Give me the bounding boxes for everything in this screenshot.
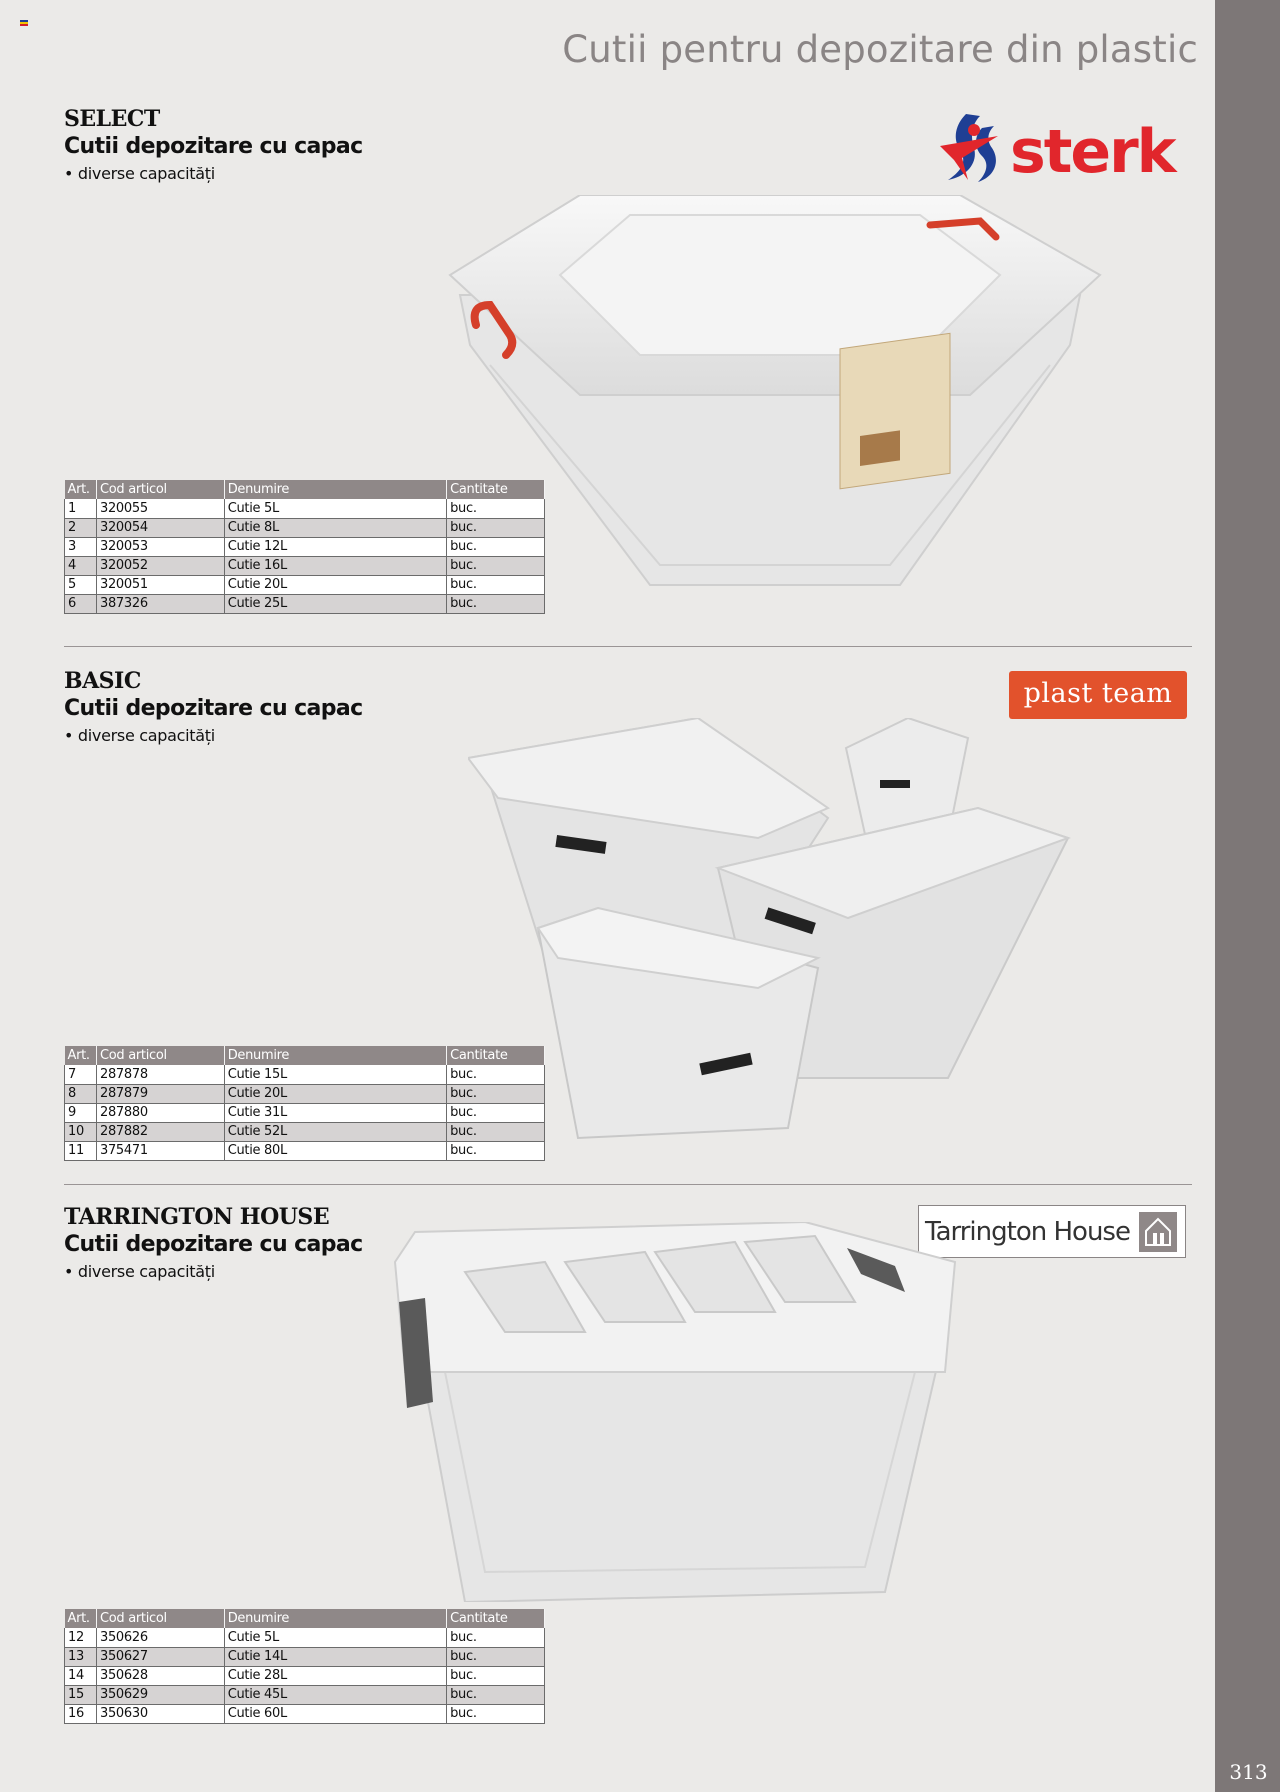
- language-flag-icon: [20, 20, 28, 26]
- col-header-qty: Cantitate: [447, 480, 545, 499]
- cell-name: Cutie 25L: [224, 594, 446, 613]
- table-row: [65, 1103, 545, 1122]
- cell-code: 320051: [96, 575, 224, 594]
- cell-qty: buc.: [447, 1141, 545, 1160]
- col-header-name: Denumire: [224, 1609, 446, 1628]
- cell-qty: buc.: [447, 575, 545, 594]
- page-title: Cutii pentru depozitare din plastic: [562, 28, 1198, 71]
- col-header-art: Art.: [65, 1609, 97, 1628]
- table-row: [65, 499, 545, 518]
- col-header-code: Cod articol: [96, 1046, 224, 1065]
- cell-code: 350630: [96, 1704, 224, 1723]
- cell-name: Cutie 52L: [224, 1122, 446, 1141]
- section-brand: BASIC: [64, 668, 141, 694]
- table-row: [65, 1141, 545, 1160]
- cell-art: 13: [65, 1647, 97, 1666]
- section-divider: [64, 1184, 1192, 1185]
- cell-qty: buc.: [447, 1122, 545, 1141]
- cell-art: 7: [65, 1065, 97, 1084]
- cell-name: Cutie 5L: [224, 1628, 446, 1647]
- cell-code: 287880: [96, 1103, 224, 1122]
- cell-name: Cutie 16L: [224, 556, 446, 575]
- cell-qty: buc.: [447, 556, 545, 575]
- section-bullet: • diverse capacități: [64, 1262, 215, 1281]
- cell-art: 10: [65, 1122, 97, 1141]
- table-row: [65, 594, 545, 613]
- table-row: [65, 1685, 545, 1704]
- cell-name: Cutie 60L: [224, 1704, 446, 1723]
- cell-qty: buc.: [447, 1103, 545, 1122]
- cell-name: Cutie 8L: [224, 518, 446, 537]
- section-subtitle: Cutii depozitare cu capac: [64, 134, 363, 159]
- cell-art: 4: [65, 556, 97, 575]
- cell-art: 1: [65, 499, 97, 518]
- cell-name: Cutie 20L: [224, 575, 446, 594]
- cell-code: 350626: [96, 1628, 224, 1647]
- table-row: [65, 1704, 545, 1723]
- cell-qty: buc.: [447, 1628, 545, 1647]
- cell-code: 320052: [96, 556, 224, 575]
- cell-art: 11: [65, 1141, 97, 1160]
- cell-code: 320055: [96, 499, 224, 518]
- col-header-qty: Cantitate: [447, 1609, 545, 1628]
- cell-art: 14: [65, 1666, 97, 1685]
- table-header-row: [65, 480, 545, 499]
- product-table-tarrington: [64, 1609, 545, 1724]
- page-sidebar: [1215, 0, 1280, 1792]
- cell-code: 287882: [96, 1122, 224, 1141]
- cell-qty: buc.: [447, 499, 545, 518]
- table-row: [65, 1666, 545, 1685]
- table-row: [65, 1122, 545, 1141]
- cell-code: 350628: [96, 1666, 224, 1685]
- section-subtitle: Cutii depozitare cu capac: [64, 696, 363, 721]
- col-header-code: Cod articol: [96, 1609, 224, 1628]
- section-subtitle: Cutii depozitare cu capac: [64, 1232, 363, 1257]
- cell-qty: buc.: [447, 1685, 545, 1704]
- section-bullet: • diverse capacități: [64, 726, 215, 745]
- section-brand: SELECT: [64, 106, 160, 132]
- cell-code: 320054: [96, 518, 224, 537]
- cell-name: Cutie 14L: [224, 1647, 446, 1666]
- cell-art: 15: [65, 1685, 97, 1704]
- cell-qty: buc.: [447, 594, 545, 613]
- cell-art: 6: [65, 594, 97, 613]
- col-header-code: Cod articol: [96, 480, 224, 499]
- cell-code: 375471: [96, 1141, 224, 1160]
- col-header-name: Denumire: [224, 480, 446, 499]
- cell-name: Cutie 45L: [224, 1685, 446, 1704]
- product-table-basic: [64, 1046, 545, 1161]
- product-image-basic-boxes: [468, 718, 1078, 1148]
- table-row: [65, 1647, 545, 1666]
- page-number: 313: [1229, 1760, 1268, 1784]
- cell-name: Cutie 28L: [224, 1666, 446, 1685]
- sterk-wordmark: sterk: [1010, 117, 1175, 186]
- cell-qty: buc.: [447, 537, 545, 556]
- sterk-emblem-icon: [940, 114, 998, 182]
- table-row: [65, 556, 545, 575]
- cell-code: 350629: [96, 1685, 224, 1704]
- cell-qty: buc.: [447, 1647, 545, 1666]
- table-row: [65, 1084, 545, 1103]
- cell-name: Cutie 15L: [224, 1065, 446, 1084]
- cell-qty: buc.: [447, 518, 545, 537]
- cell-code: 287878: [96, 1065, 224, 1084]
- plast-team-logo: [1009, 671, 1187, 719]
- cell-name: Cutie 5L: [224, 499, 446, 518]
- col-header-name: Denumire: [224, 1046, 446, 1065]
- cell-qty: buc.: [447, 1065, 545, 1084]
- col-header-art: Art.: [65, 1046, 97, 1065]
- section-divider: [64, 646, 1192, 647]
- cell-art: 16: [65, 1704, 97, 1723]
- cell-code: 350627: [96, 1647, 224, 1666]
- table-row: [65, 537, 545, 556]
- col-header-qty: Cantitate: [447, 1046, 545, 1065]
- cell-code: 287879: [96, 1084, 224, 1103]
- section-brand: TARRINGTON HOUSE: [64, 1204, 330, 1230]
- table-row: [65, 575, 545, 594]
- cell-art: 12: [65, 1628, 97, 1647]
- cell-name: Cutie 80L: [224, 1141, 446, 1160]
- table-header-row: [65, 1609, 545, 1628]
- plast-team-wordmark: plast team: [1023, 678, 1173, 709]
- col-header-art: Art.: [65, 480, 97, 499]
- cell-qty: buc.: [447, 1704, 545, 1723]
- sterk-logo: [938, 110, 1188, 186]
- table-header-row: [65, 1046, 545, 1065]
- cell-art: 3: [65, 537, 97, 556]
- cell-name: Cutie 31L: [224, 1103, 446, 1122]
- cell-art: 8: [65, 1084, 97, 1103]
- table-row: [65, 1628, 545, 1647]
- cell-qty: buc.: [447, 1084, 545, 1103]
- section-bullet: • diverse capacități: [64, 164, 215, 183]
- cell-art: 9: [65, 1103, 97, 1122]
- cell-name: Cutie 20L: [224, 1084, 446, 1103]
- cell-art: 2: [65, 518, 97, 537]
- tarrington-house-wordmark: Tarrington House: [925, 1216, 1130, 1247]
- product-image-tarrington-box: [385, 1222, 965, 1602]
- product-table-select: [64, 480, 545, 614]
- cell-code: 320053: [96, 537, 224, 556]
- cell-code: 387326: [96, 594, 224, 613]
- cell-qty: buc.: [447, 1666, 545, 1685]
- cell-name: Cutie 12L: [224, 537, 446, 556]
- table-row: [65, 518, 545, 537]
- table-row: [65, 1065, 545, 1084]
- cell-art: 5: [65, 575, 97, 594]
- house-icon: [1138, 1211, 1178, 1253]
